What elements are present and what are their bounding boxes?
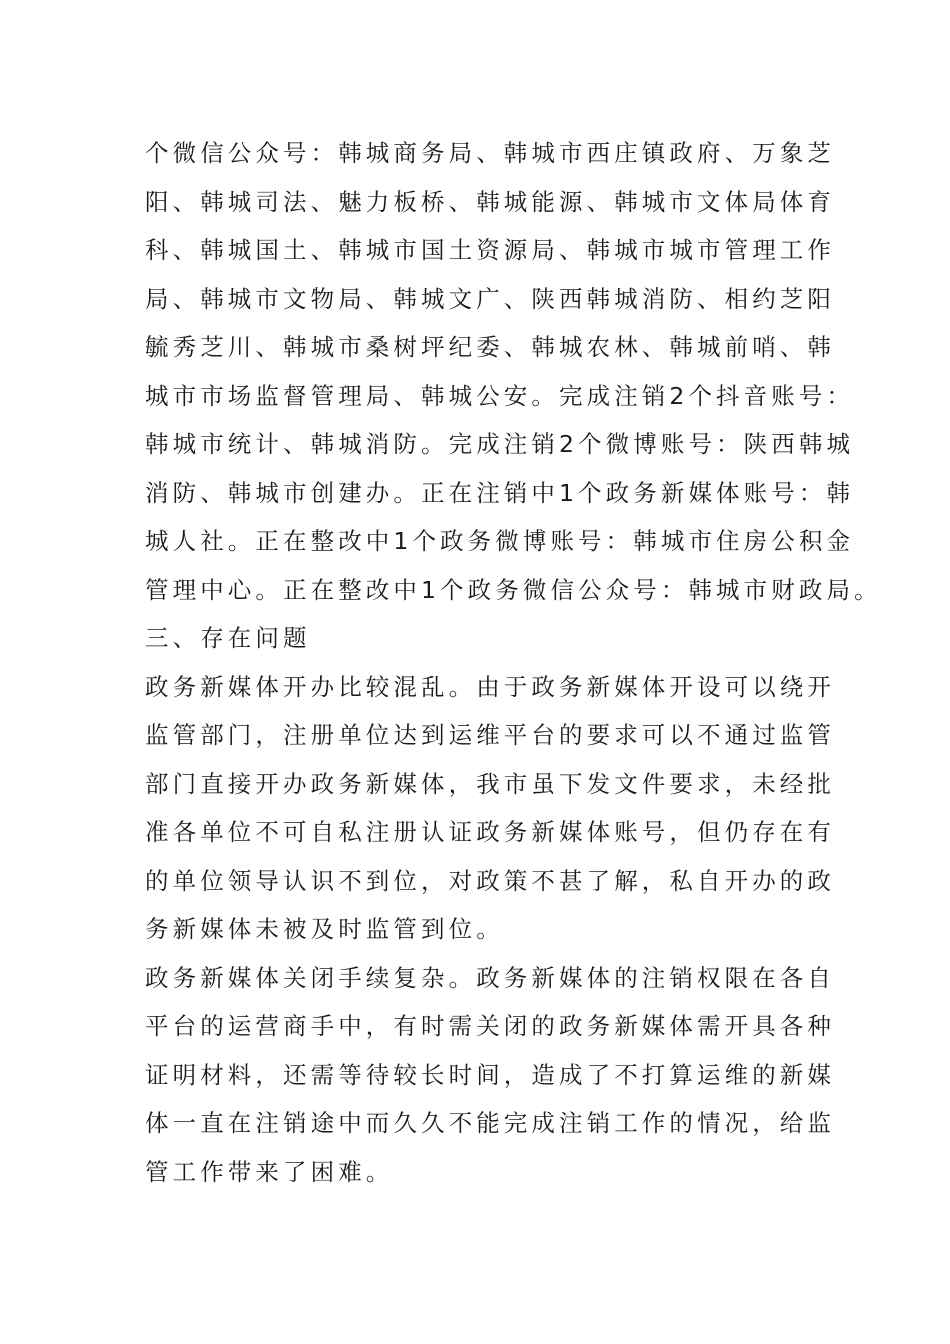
paragraph-line: 政务新媒体开办比较混乱。由于政务新媒体开设可以绕开 — [145, 672, 835, 701]
paragraph-line: 城市市场监督管理局、韩城公安。完成注销2个抖音账号： — [145, 381, 855, 410]
paragraph-line: 科、韩城国土、韩城市国土资源局、韩城市城市管理工作 — [145, 236, 835, 264]
paragraph-line: 个微信公众号：韩城商务局、韩城市西庄镇政府、万象芝 — [145, 139, 835, 167]
paragraph-line: 毓秀芝川、韩城市桑树坪纪委、韩城农林、韩城前哨、韩 — [145, 333, 835, 361]
paragraph-line: 部门直接开办政务新媒体，我市虽下发文件要求，未经批 — [145, 769, 835, 798]
paragraph-line: 的单位领导认识不到位，对政策不甚了解，私自开办的政 — [145, 866, 835, 895]
paragraph-line: 消防、韩城市创建办。正在注销中1个政务新媒体账号：韩 — [145, 478, 855, 507]
paragraph-line: 城人社。正在整改中1个政务微博账号：韩城市住房公积金 — [145, 527, 855, 555]
paragraph-line: 平台的运营商手中，有时需关闭的政务新媒体需开具各种 — [145, 1012, 835, 1040]
paragraph-line: 证明材料，还需等待较长时间，造成了不打算运维的新媒 — [145, 1060, 835, 1089]
paragraph-line: 准各单位不可自私注册认证政务新媒体账号，但仍存在有 — [145, 818, 835, 846]
section-heading: 三、存在问题 — [145, 624, 311, 652]
paragraph-line: 体一直在注销途中而久久不能完成注销工作的情况，给监 — [145, 1109, 835, 1137]
document-page — [145, 129, 882, 1196]
paragraph-line: 管理中心。正在整改中1个政务微信公众号：韩城市财政局。 — [145, 575, 882, 604]
paragraph-line: 管工作带来了困难。 — [145, 1157, 394, 1186]
paragraph-line: 政务新媒体关闭手续复杂。政务新媒体的注销权限在各自 — [145, 963, 835, 992]
paragraph-line: 局、韩城市文物局、韩城文广、陕西韩城消防、相约芝阳 — [145, 284, 835, 313]
paragraph-line: 务新媒体未被及时监管到位。 — [145, 915, 504, 943]
paragraph-line: 阳、韩城司法、魅力板桥、韩城能源、韩城市文体局体育 — [145, 187, 835, 216]
paragraph-line: 监管部门，注册单位达到运维平台的要求可以不通过监管 — [145, 721, 835, 749]
paragraph-line: 韩城市统计、韩城消防。完成注销2个微博账号：陕西韩城 — [145, 430, 855, 458]
